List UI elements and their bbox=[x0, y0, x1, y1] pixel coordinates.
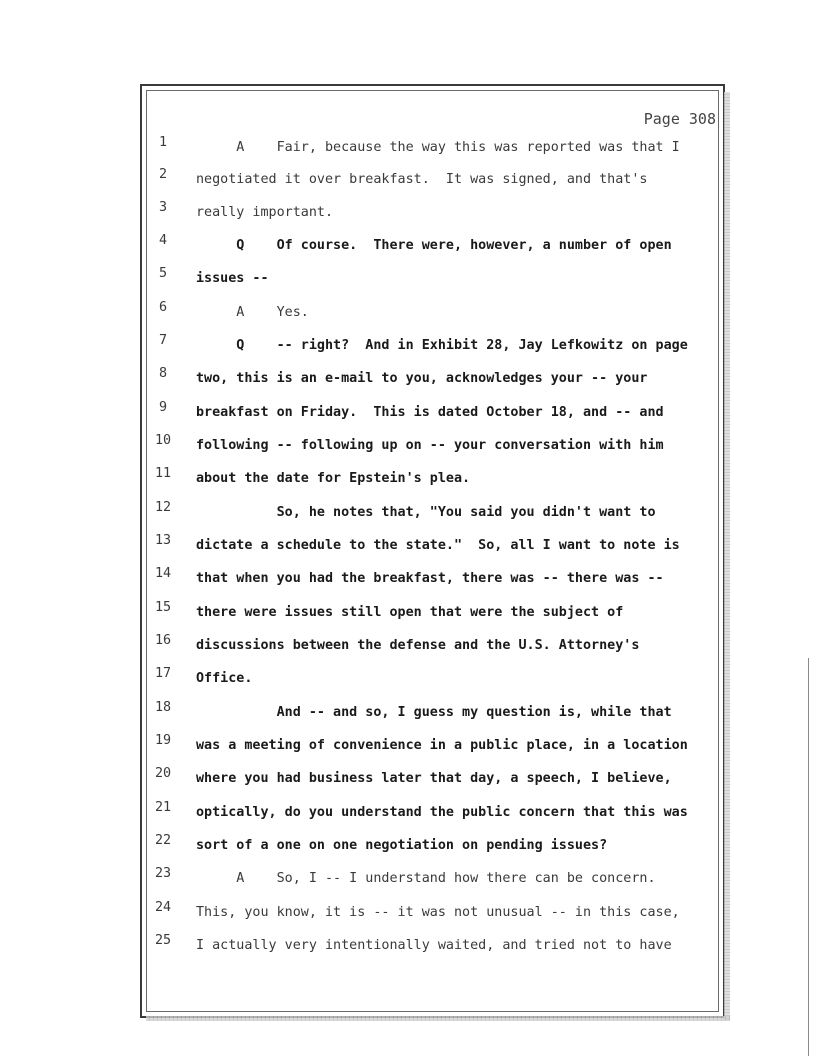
line-text: optically, do you understand the public concern that this was bbox=[196, 805, 688, 820]
line-number: 19 bbox=[154, 733, 172, 748]
line-number: 24 bbox=[154, 900, 172, 915]
transcript-line bbox=[150, 135, 720, 159]
line-number: 5 bbox=[158, 266, 168, 281]
transcript-line bbox=[150, 866, 720, 890]
transcript-line bbox=[150, 766, 720, 790]
line-text: dictate a schedule to the state." So, all I want to note is bbox=[196, 538, 680, 553]
line-number: 1 bbox=[158, 135, 168, 150]
line-number: 17 bbox=[154, 666, 172, 681]
transcript-line bbox=[150, 300, 720, 324]
line-text: Q Of course. There were, however, a number of open bbox=[196, 238, 672, 253]
line-number: 18 bbox=[154, 700, 172, 715]
line-text: So, he notes that, "You said you didn't want to bbox=[196, 505, 656, 520]
line-number: 12 bbox=[154, 500, 172, 515]
line-text: discussions between the defense and the U.S. Attorney's bbox=[196, 638, 640, 653]
line-number: 9 bbox=[158, 400, 168, 415]
frame-right-shadow bbox=[724, 92, 730, 1020]
line-number: 6 bbox=[158, 300, 168, 315]
frame-bottom-shadow bbox=[146, 1016, 730, 1021]
line-text: where you had business later that day, a speech, I believe, bbox=[196, 771, 672, 786]
line-number: 15 bbox=[154, 600, 172, 615]
line-number: 22 bbox=[154, 833, 172, 848]
line-number: 20 bbox=[154, 766, 172, 781]
transcript-line bbox=[150, 167, 720, 191]
line-text: sort of a one on one negotiation on pending issues? bbox=[196, 838, 608, 853]
line-number: 4 bbox=[158, 233, 168, 248]
line-text: Office. bbox=[196, 671, 253, 686]
transcript-line bbox=[150, 566, 720, 590]
transcript-line bbox=[150, 366, 720, 390]
line-number: 2 bbox=[158, 167, 168, 182]
transcript-line bbox=[150, 200, 720, 224]
line-text: Q -- right? And in Exhibit 28, Jay Lefkowitz on page bbox=[196, 338, 688, 353]
transcript-line bbox=[150, 700, 720, 724]
transcript-line bbox=[150, 500, 720, 524]
line-number: 8 bbox=[158, 366, 168, 381]
line-text: two, this is an e-mail to you, acknowledges your -- your bbox=[196, 371, 648, 386]
line-text: negotiated it over breakfast. It was signed, and that's bbox=[196, 172, 648, 187]
line-number: 13 bbox=[154, 533, 172, 548]
line-text: issues -- bbox=[196, 271, 269, 286]
line-text: was a meeting of convenience in a public place, in a location bbox=[196, 738, 688, 753]
line-text: really important. bbox=[196, 205, 334, 220]
transcript-line bbox=[150, 266, 720, 290]
line-text: A Yes. bbox=[196, 305, 309, 320]
transcript-line bbox=[150, 833, 720, 857]
line-number: 11 bbox=[154, 466, 172, 481]
line-text: breakfast on Friday. This is dated October 18, and -- and bbox=[196, 405, 664, 420]
line-text: This, you know, it is -- it was not unusual -- in this case, bbox=[196, 905, 680, 920]
transcript-line bbox=[150, 933, 720, 957]
line-number: 25 bbox=[154, 933, 172, 948]
transcript-line bbox=[150, 233, 720, 257]
line-text: about the date for Epstein's plea. bbox=[196, 471, 471, 486]
line-text: And -- and so, I guess my question is, while that bbox=[196, 705, 672, 720]
line-text: I actually very intentionally waited, and tried not to have bbox=[196, 938, 672, 953]
page-edge-line bbox=[808, 658, 809, 1056]
line-text: following -- following up on -- your conversation with him bbox=[196, 438, 664, 453]
line-text: A So, I -- I understand how there can be concern. bbox=[196, 871, 656, 886]
transcript-line bbox=[150, 400, 720, 424]
transcript-line bbox=[150, 733, 720, 757]
line-number: 7 bbox=[158, 333, 168, 348]
line-text: A Fair, because the way this was reported was that I bbox=[196, 140, 680, 155]
line-number: 14 bbox=[154, 566, 172, 581]
line-number: 10 bbox=[154, 433, 172, 448]
line-number: 16 bbox=[154, 633, 172, 648]
transcript-line bbox=[150, 433, 720, 457]
transcript-line bbox=[150, 900, 720, 924]
transcript-line bbox=[150, 466, 720, 490]
transcript-line bbox=[150, 800, 720, 824]
transcript-line bbox=[150, 666, 720, 690]
line-text: there were issues still open that were the subject of bbox=[196, 605, 624, 620]
transcript-line bbox=[150, 533, 720, 557]
line-number: 21 bbox=[154, 800, 172, 815]
line-text: that when you had the breakfast, there was -- there was -- bbox=[196, 571, 664, 586]
line-number: 3 bbox=[158, 200, 168, 215]
transcript-line bbox=[150, 633, 720, 657]
transcript-line bbox=[150, 600, 720, 624]
transcript-line bbox=[150, 333, 720, 357]
line-number: 23 bbox=[154, 866, 172, 881]
page-number: Page 308 bbox=[643, 110, 716, 128]
